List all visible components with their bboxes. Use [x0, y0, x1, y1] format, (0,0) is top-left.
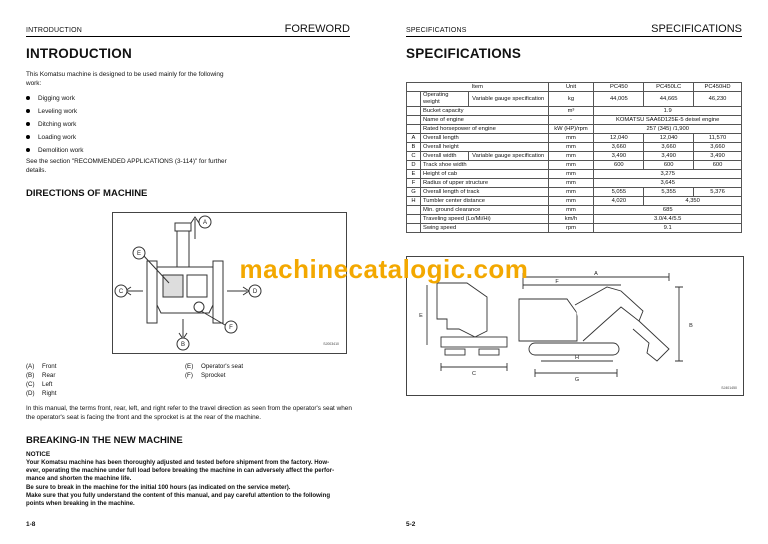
- table-cell: mm: [548, 170, 594, 179]
- dimension-label-h: H: [575, 355, 579, 361]
- bullet-icon: [26, 148, 30, 152]
- table-cell: mm: [548, 179, 594, 188]
- header-section: SPECIFICATIONS: [406, 27, 467, 34]
- table-cell: mm: [548, 152, 594, 161]
- table-cell: 1.9: [594, 107, 742, 116]
- table-cell: 5,355: [644, 188, 694, 197]
- notice-text: Your Komatsu machine has been thoroughly adjusted and tested before shipment from the factory. How- ever, operating the machine under full load before breaking the machine in can adversely affect the perfor- mance and shorten the machine life. Be sure to break in the machine for the initial 100 hours (as indicated on the service meter). Make sure that you fully understand the content of this manual, and pay careful attention to the following points when breaking in the machine.: [26, 459, 335, 508]
- table-cell: mm: [548, 206, 594, 215]
- table-cell: H: [407, 197, 421, 206]
- table-cell: 3,490: [694, 152, 742, 161]
- table-cell: 44,005: [594, 92, 644, 107]
- table-cell: A: [407, 134, 421, 143]
- table-cell: B: [407, 143, 421, 152]
- dimension-label-a: A: [594, 271, 598, 277]
- table-cell: rpm: [548, 224, 594, 233]
- table-cell: [407, 107, 421, 116]
- table-cell: Traveling speed (Lo/Mi/Hi): [420, 215, 548, 224]
- table-body: [407, 92, 742, 233]
- figure-legend: (A) Front (B) Rear (C) Left (D) Right (E) Operator's seat (F) Sprocket: [26, 363, 244, 397]
- header-unit: Unit: [548, 83, 594, 92]
- figure-code: SJ003410: [323, 342, 339, 346]
- table-cell: 3,660: [644, 143, 694, 152]
- table-cell: mm: [548, 188, 594, 197]
- table-cell: [407, 92, 421, 107]
- table-cell: -: [548, 116, 594, 125]
- header-chapter: FOREWORD: [284, 23, 350, 35]
- table-cell: 3,490: [644, 152, 694, 161]
- watermark: machinecatalogic.com: [239, 254, 529, 284]
- intro-text: This Komatsu machine is designed to be used mainly for the following work:: [26, 71, 224, 87]
- figure-label-c: C: [118, 289, 124, 295]
- table-cell: Variable gauge specification: [468, 152, 548, 161]
- page-number: 5-2: [406, 521, 416, 528]
- table-cell: km/h: [548, 215, 594, 224]
- dimension-label-c: C: [472, 371, 476, 377]
- table-cell: 5,055: [594, 188, 644, 197]
- table-cell: 3,490: [594, 152, 644, 161]
- table-cell: C: [407, 152, 421, 161]
- table-row: [407, 170, 742, 179]
- list-item: Digging work: [26, 95, 75, 102]
- header-model: PC450LC: [644, 83, 694, 92]
- table-cell: Track shoe width: [420, 161, 548, 170]
- table-cell: Height of cab: [420, 170, 548, 179]
- page-title: INTRODUCTION: [26, 46, 132, 61]
- table-cell: [407, 206, 421, 215]
- table-row: [407, 116, 742, 125]
- table-cell: KOMATSU SAA6D125E-5 deisel engine: [594, 116, 742, 125]
- table-cell: m³: [548, 107, 594, 116]
- table-cell: kW (HP)/rpm: [548, 125, 594, 134]
- dimension-label-f: F: [555, 279, 559, 285]
- dimension-label-e: E: [419, 313, 423, 319]
- table-cell: 9.1: [594, 224, 742, 233]
- table-cell: G: [407, 188, 421, 197]
- table-cell: 3,660: [594, 143, 644, 152]
- table-cell: 600: [594, 161, 644, 170]
- list-item: Loading work: [26, 134, 76, 141]
- table-cell: 12,040: [594, 134, 644, 143]
- table-cell: 4,350: [644, 197, 742, 206]
- table-cell: 3,660: [694, 143, 742, 152]
- figure-code: SJ401450: [721, 386, 737, 390]
- table-cell: 46,230: [694, 92, 742, 107]
- table-cell: mm: [548, 197, 594, 206]
- table-cell: 3.0/4.4/5.5: [594, 215, 742, 224]
- table-cell: [407, 224, 421, 233]
- table-cell: Swing speed: [420, 224, 548, 233]
- figure-label-f: F: [229, 325, 233, 331]
- table-cell: D: [407, 161, 421, 170]
- table-cell: 4,020: [594, 197, 644, 206]
- section-heading-directions: DIRECTIONS OF MACHINE: [26, 188, 148, 199]
- figure-label-d: D: [252, 289, 258, 295]
- dimension-label-b: B: [689, 323, 693, 329]
- notice-label: NOTICE: [26, 451, 51, 458]
- table-cell: 600: [644, 161, 694, 170]
- table-cell: Overall width: [420, 152, 468, 161]
- running-header: [26, 22, 350, 37]
- header-item: Item: [407, 83, 549, 92]
- table-row: [407, 92, 742, 107]
- terms-text: In this manual, the terms front, rear, left, and right refer to the travel direction as seen from the operator's seat when the operator's seat is facing the front and the sprocket is at the rear of the machine.: [26, 405, 352, 421]
- table-row: [407, 197, 742, 206]
- figure-label-a: A: [202, 220, 208, 226]
- section-heading-breakin: BREAKING-IN THE NEW MACHINE: [26, 435, 183, 446]
- header-model: PC450: [594, 83, 644, 92]
- specifications-table: [406, 82, 742, 233]
- table-cell: Min. ground clearance: [420, 206, 548, 215]
- table-row: [407, 188, 742, 197]
- table-cell: mm: [548, 143, 594, 152]
- page-number: 1-8: [26, 521, 36, 528]
- list-item: Demolition work: [26, 147, 83, 154]
- header-chapter: SPECIFICATIONS: [651, 23, 742, 35]
- table-cell: Overall length of track: [420, 188, 548, 197]
- table-cell: kg: [548, 92, 594, 107]
- bullet-icon: [26, 96, 30, 100]
- table-row: [407, 224, 742, 233]
- list-item: Leveling work: [26, 108, 77, 115]
- table-cell: Variable gauge specification: [468, 92, 548, 107]
- table-cell: Overall length: [420, 134, 548, 143]
- table-row: [407, 161, 742, 170]
- table-cell: [407, 215, 421, 224]
- bullet-icon: [26, 135, 30, 139]
- table-cell: 3,275: [594, 170, 742, 179]
- page-title: SPECIFICATIONS: [406, 46, 522, 61]
- header-model: PC450HD: [694, 83, 742, 92]
- bullet-icon: [26, 122, 30, 126]
- figure-label-e: E: [136, 251, 142, 257]
- table-cell: 600: [694, 161, 742, 170]
- table-cell: Overall height: [420, 143, 548, 152]
- table-row: [407, 179, 742, 188]
- table-cell: mm: [548, 161, 594, 170]
- table-cell: 685: [594, 206, 742, 215]
- table-row: [407, 134, 742, 143]
- table-cell: 12,040: [644, 134, 694, 143]
- table-cell: E: [407, 170, 421, 179]
- dimension-label-g: G: [574, 377, 580, 383]
- table-cell: 11,570: [694, 134, 742, 143]
- table-cell: [407, 116, 421, 125]
- table-cell: Rated horsepower of engine: [420, 125, 548, 134]
- bullet-icon: [26, 109, 30, 113]
- table-row: [407, 125, 742, 134]
- table-cell: mm: [548, 134, 594, 143]
- table-cell: 257 (345) /1,900: [594, 125, 742, 134]
- table-cell: [407, 125, 421, 134]
- see-section-text: See the section "RECOMMENDED APPLICATIONS (3-114)" for further details.: [26, 158, 227, 174]
- table-header-row: [407, 83, 742, 92]
- table-cell: Bucket capacity: [420, 107, 548, 116]
- figure-label-b: B: [180, 342, 186, 348]
- table-cell: 5,376: [694, 188, 742, 197]
- list-item: Ditching work: [26, 121, 76, 128]
- table-cell: Radius of upper structure: [420, 179, 548, 188]
- table-row: [407, 206, 742, 215]
- table-row: [407, 143, 742, 152]
- header-section: INTRODUCTION: [26, 27, 83, 34]
- table-cell: 44,665: [644, 92, 694, 107]
- table-cell: Name of engine: [420, 116, 548, 125]
- table-cell: Operating weight: [420, 92, 468, 107]
- running-header: [406, 22, 742, 37]
- table-cell: Tumbler center distance: [420, 197, 548, 206]
- table-row: [407, 215, 742, 224]
- table-cell: 3,645: [594, 179, 742, 188]
- table-row: [407, 152, 742, 161]
- table-cell: F: [407, 179, 421, 188]
- table-row: [407, 107, 742, 116]
